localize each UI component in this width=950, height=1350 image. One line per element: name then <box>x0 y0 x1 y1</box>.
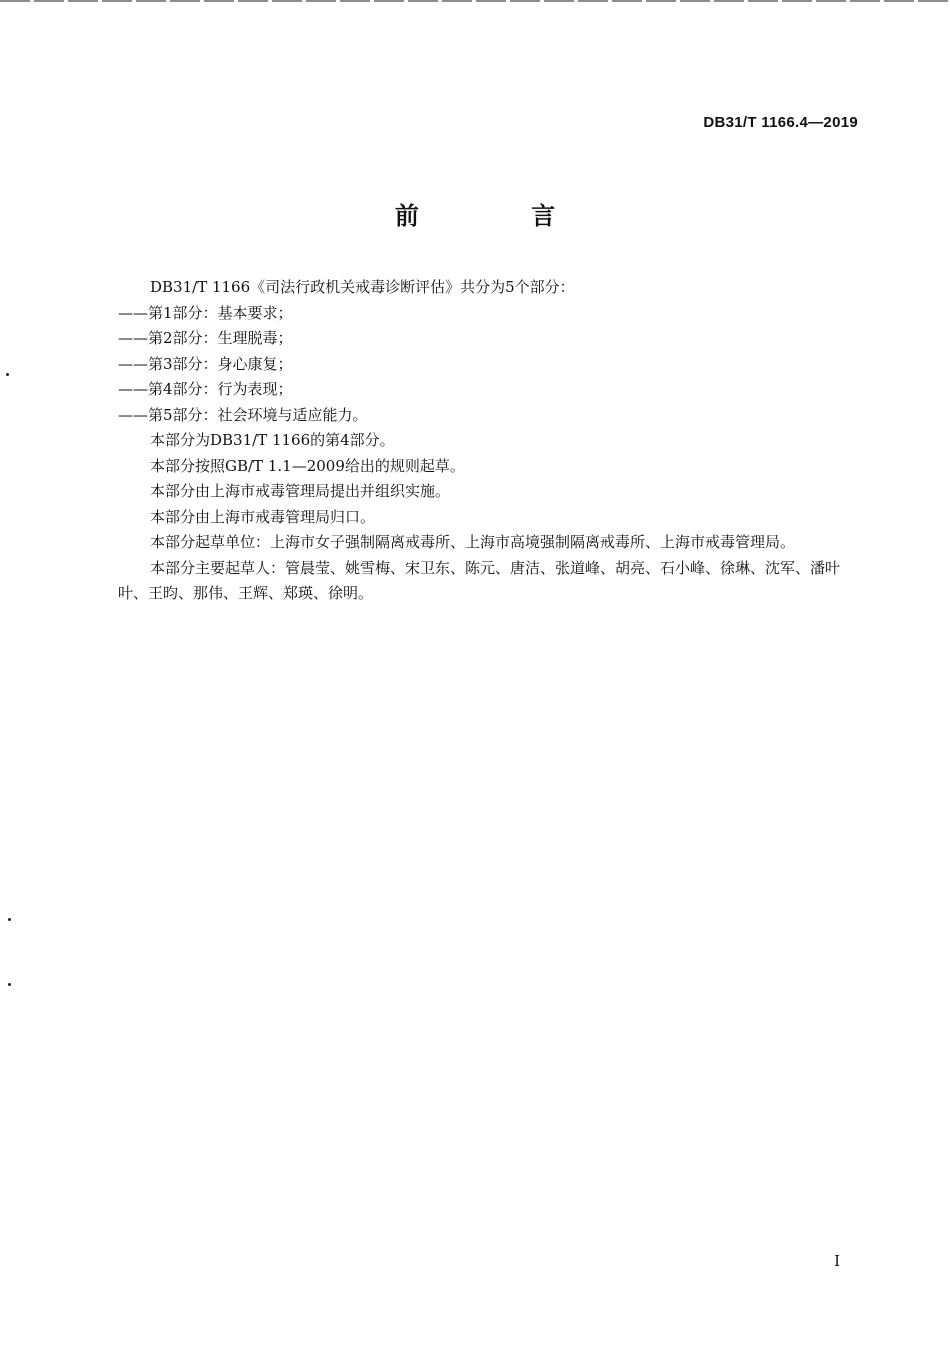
page-number: I <box>834 1252 840 1270</box>
scan-mark <box>8 983 11 986</box>
drafters-statement: 本部分主要起草人：管晨莹、姚雪梅、宋卫东、陈元、唐洁、张道峰、胡亮、石小峰、徐琳、沈军、潘叶叶、王昀、那伟、王辉、郑瑛、徐明。 <box>118 558 841 602</box>
part-statement: 本部分为DB31/T 1166的第4部分。 <box>150 431 395 449</box>
drafting-rules-statement: 本部分按照GB/T 1.1—2009给出的规则起草。 <box>150 456 465 475</box>
list-item-part-1: ——第1部分：基本要求； <box>118 303 293 322</box>
list-item-part-4: ——第4部分：行为表现； <box>118 380 293 398</box>
intro-paragraph: DB31/T 1166《司法行政机关戒毒诊断评估》共分为5个部分： <box>150 278 575 296</box>
standard-code: DB31/T 1166.4—2019 <box>703 114 858 131</box>
foreword-body <box>118 275 863 607</box>
page-title: 前 言 <box>394 202 608 230</box>
list-item-part-3: ——第3部分：身心康复； <box>118 354 293 373</box>
top-border-rule <box>0 0 950 2</box>
drafting-units-statement: 本部分起草单位：上海市女子强制隔离戒毒所、上海市高境强制隔离戒毒所、上海市戒毒管理局。 <box>150 533 796 551</box>
list-item-part-2: ——第2部分：生理脱毒； <box>118 329 293 347</box>
scan-mark <box>8 918 11 921</box>
proposer-statement: 本部分由上海市戒毒管理局提出并组织实施。 <box>150 482 451 500</box>
centralized-statement: 本部分由上海市戒毒管理局归口。 <box>150 507 376 526</box>
scan-mark <box>6 373 9 376</box>
list-item-part-5: ——第5部分：社会环境与适应能力。 <box>118 405 368 424</box>
